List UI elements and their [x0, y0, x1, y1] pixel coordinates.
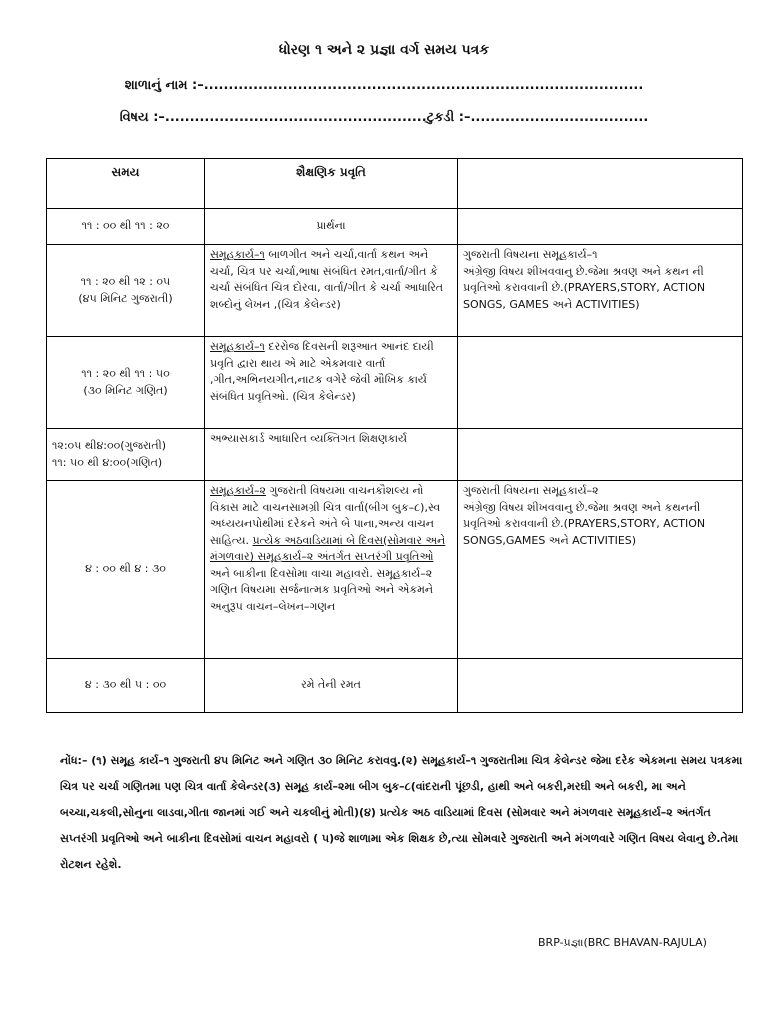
header-activity: શૈક્ષણિક પ્રવૃતિ [205, 159, 458, 209]
activity-text-2: અને બાકીના દિવસોમા વાચા મહાવરો. સમૂહકાર્ય–૨ ગણિત વિષયમા સર્જનાત્મક પ્રવૃતિઓ અને એકમને અનુરૂપ વાચન–લેખન–ગણન [210, 566, 434, 613]
activity-text: ગુજરાતી વિષયમા વાચનકૌશલ્ય નો વિકાસ માટે વાચનસામગ્રી ચિત્ર વાર્તા(બીગ બુક–૮),સ્વ અધ્યયનપોથીમાં દરેકને અંતે બે પાના,અન્ય વાચન સાહિત્ય. [210, 484, 441, 547]
school-name-line: શાળાનું નામ :–......................................................................................... [124, 78, 644, 93]
table-row [47, 337, 743, 429]
row-extra: ગુજરાતી વિષયના સમૂહકાર્ય–૧ અંગ્રેજી વિષય શીખવવાનુ છે.જેમા શ્રવણ અને કથન ની પ્રવૃતિઓ કરાવવાની છે.(PRAYERS,STORY, ACTION SONGS, GAMES અને ACTIVITIES) [458, 245, 743, 337]
row-time: ૧૨:૦૫ થી૪:૦૦(ગુજરાતી) ૧૧: ૫૦ થી ૪:૦૦(ગણિત) [47, 429, 205, 481]
activity-heading: સમૂહકાર્ય–૨ [210, 484, 266, 497]
row-activity: અભ્યાસકાર્ડ આધારિત વ્યક્તિગત શિક્ષણકાર્ય [205, 429, 458, 481]
row-activity [205, 245, 458, 337]
row-time: ૪ : ૩૦ થી ૫ : ૦૦ [47, 659, 205, 713]
row-time: ૪ : ૦૦ થી ૪ : ૩૦ [47, 481, 205, 659]
footer-credit: BRP-પ્રજ્ઞા(BRC BHAVAN-RAJULA) [538, 936, 707, 949]
row-extra [458, 209, 743, 245]
activity-heading: સમૂહકાર્ય–૧ [210, 340, 265, 353]
row-time: ૧૧ : ૨૦ થી ૧૧ : ૫૦ (૩૦ મિનિટ ગણિત) [47, 337, 205, 429]
row-activity [205, 481, 458, 659]
row-extra [458, 659, 743, 713]
header-time: સમય [47, 159, 205, 209]
schedule-table [46, 158, 743, 713]
table-row [47, 209, 743, 245]
row-activity: પ્રાર્થના [205, 209, 458, 245]
activity-heading: સમૂહકાર્ય–૧ [210, 248, 265, 261]
activity-text: બાળગીત અને ચર્ચા,વાર્તા કથન અને ચર્ચા, ચિત્ર પર ચર્ચા,ભાષા સંબંધિત રમત,વાર્તા/ગીત કે ચર્ચા સંબંધિત ચિત્ર દોરવા, વાર્તા/ગીત કે ચર્ચા આધારિત શબ્દોનું લેખન ,(ચિત્ર કેલેન્ડર) [210, 248, 444, 311]
row-extra: ગુજરાતી વિષયના સમૂહકાર્ય–૨ અંગ્રેજી વિષય શીખવવાનુ છે.જેમા શ્રવણ અને કથનની પ્રવૃતિઓ કરાવવાની છે.(PRAYERS,STORY, ACTION SONGS,GAMES અને ACTIVITIES) [458, 481, 743, 659]
table-row [47, 659, 743, 713]
table-row [47, 481, 743, 659]
row-extra [458, 429, 743, 481]
page-title: ધોરણ ૧ અને ૨ પ્રજ્ઞા વર્ગ સમય પત્રક [278, 42, 490, 58]
table-row [47, 245, 743, 337]
table-row [47, 429, 743, 481]
table-header-row [47, 159, 743, 209]
row-time: ૧૧ : ૨૦ થી ૧૨ : ૦૫ (૪૫ મિનિટ ગુજરાતી) [47, 245, 205, 337]
note-paragraph: નોંધ:– (૧) સમૂહ કાર્ય–૧ ગુજરાતી ૪૫ મિનિટ અને ગણિત ૩૦ મિનિટ કરાવવુ.(૨) સમૂહકાર્ય–૧ ગુજરાતીમા ચિત્ર કેલેન્ડર જેમા દરેક એકમના સમય પત્રકમા ચિત્ર પર ચર્ચા ગણિતમા પણ ચિત્ર વાર્તા કેલેન્ડર(૩) સમૂહ કાર્ય–૨મા બીગ બુક–૮(વાંદરાની પૂંછડી, હાથી અને બકરી,મરઘી અને બકરી, મા અને બચ્ચા,ચકલી,સોનુના લાડવા,ગીતા જાનમાં ગઈ અને ચકલીનું મોતી)(૪) પ્રત્યેક અઠ વાડિયામાં દિવસ (સોમવાર અને મંગળવાર સમૂહકાર્ય–૨ અંતર્ગત સપ્તરંગી પ્રવૃતિઓ અને બાકીના દિવસોમાં વાચન મહાવરો ( ૫)જે શાળામા એક શિક્ષક છે,ત્યા સોમવારે ગુજરાતી અને મંગળવારે ગણિત વિષય લેવાનુ છે.તેમા રોટશન રહેશે. [60, 754, 743, 871]
row-activity [205, 337, 458, 429]
row-time: ૧૧ : ૦૦ થી ૧૧ : ૨૦ [47, 209, 205, 245]
row-extra [458, 337, 743, 429]
subject-line: વિષય :–.....................................................ટુકડી :–.................................... [119, 110, 649, 125]
row-activity: રમે તેની રમત [205, 659, 458, 713]
activity-text: દરરોજ દિવસની શરૂઆત આનંદ દાયી પ્રવૃતિ દ્વારા થાય એ માટે એકમવાર વાર્તા ,ગીત,અભિનયગીત,નાટક વગેરે જેવી મૌખિક કાર્ય સંબંધિત પ્રવૃતિઓ. (ચિત્ર કેલેન્ડર) [210, 340, 434, 403]
header-extra [458, 159, 743, 209]
activity-highlight: પ્રત્યેક અઠવાડિયામાં બે દિવસ(સોમવાર અને મંગળવાર) સમૂહકાર્ય–૨ અંતર્ગત સપ્તરંગી પ્રવૃતિઓ [210, 533, 446, 563]
